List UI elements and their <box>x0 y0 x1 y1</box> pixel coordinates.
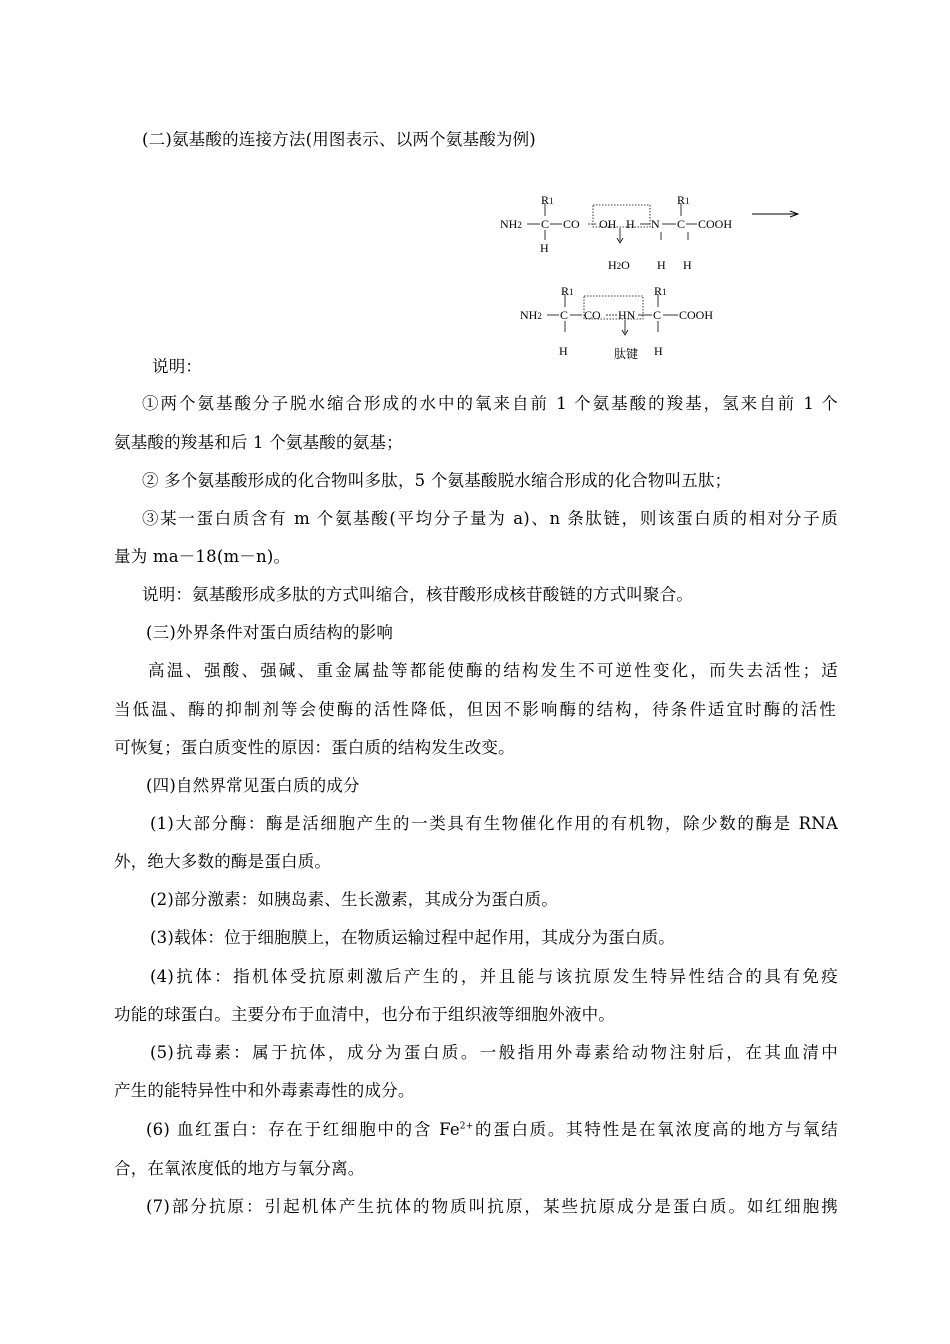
alpha-carbon-1: C <box>541 217 550 231</box>
point-3-line-2: 量为 ma－18(m－n)。 <box>114 547 291 566</box>
item-4-line-2: 功能的球蛋白。主要分布于血清中，也分布于组织液等细胞外液中。 <box>114 1005 615 1024</box>
dipeptide-hn: HN <box>618 308 636 322</box>
alpha-h-1: H <box>540 241 549 255</box>
item-5-line-2: 产生的能特异性中和外毒素毒性的成分。 <box>114 1081 415 1100</box>
dipeptide-r-group-1: R1 <box>561 284 574 298</box>
section-heading-3: (三)外界条件对蛋白质结构的影响 <box>146 623 394 642</box>
water-label: H2O <box>608 258 630 272</box>
item-4-line-1: (4)抗体：指机体受抗原刺激后产生的，并且能与该抗原发生特异性结合的具有免疫 <box>150 967 838 986</box>
alpha-h-2: H <box>683 258 692 272</box>
item-6-line-2: 合，在氧浓度低的地方与氧分离。 <box>114 1159 365 1178</box>
item-6-line-1: (6) 血红蛋白：存在于红细胞中的含 $Fe^{2+}$的蛋白质。其特性是在氧浓度高的地方与氧结 <box>146 1120 838 1139</box>
dipeptide-h-1: H <box>559 344 568 358</box>
section-heading-4: (四)自然界常见蛋白质的成分 <box>146 776 360 795</box>
dipeptide-h-2: H <box>654 344 663 358</box>
amino-h-2: H <box>626 217 635 231</box>
carbonyl-1: CO <box>563 217 580 231</box>
point-2: ② 多个氨基酸形成的化合物叫多肽，5 个氨基酸脱水缩合形成的化合物叫五肽； <box>142 471 732 490</box>
nitrogen-2: N <box>651 217 660 231</box>
item-3: (3)载体：位于细胞膜上，在物质运输过程中起作用，其成分为蛋白质。 <box>150 928 675 947</box>
note-2: 说明：氨基酸形成多肽的方式叫缩合，核苷酸形成核苷酸链的方式叫聚合。 <box>142 585 694 604</box>
superscript-charge: 2+ <box>459 1121 474 1132</box>
alpha-carbon-2: C <box>677 217 686 231</box>
point-1-line-1: ①两个氨基酸分子脱水缩合形成的水中的氧来自前 1 个氨基酸的羧基，氢来自前 1 个 <box>142 394 838 413</box>
amino-h-3: H <box>657 258 666 272</box>
peptide-bond-label: 肽键 <box>614 347 639 361</box>
dipeptide-carbon-2: C <box>653 308 662 322</box>
amino-group-1: NH2 <box>500 217 522 231</box>
paragraph-4-line-3: 可恢复；蛋白质变性的原因：蛋白质的结构发生改变。 <box>114 738 515 757</box>
paragraph-4-line-2: 当低温、酶的抑制剂等会使酶的活性降低，但因不影响酶的结构，待条件适宜时酶的活性 <box>114 700 836 719</box>
note-label: 说明： <box>152 357 203 376</box>
dipeptide-carboxyl: COOH <box>679 308 714 322</box>
dipeptide-amino-group: NH2 <box>520 308 542 322</box>
dipeptide-r-group-2: R1 <box>654 284 667 298</box>
hydroxyl-1: OH <box>599 217 617 231</box>
r-group-1: R1 <box>541 193 554 207</box>
point-1-line-2: 氨基酸的羧基和后 1 个氨基酸的氨基； <box>114 433 403 452</box>
item-1-line-1: (1)大部分酶：酶是活细胞产生的一类具有生物催化作用的有机物，除少数的酶是 RNA <box>150 814 838 833</box>
paragraph-4-line-1: 高温、强酸、强碱、重金属盐等都能使酶的结构发生不可逆性变化，而失去活性；适 <box>148 661 838 680</box>
item-5-line-1: (5)抗毒素：属于抗体，成分为蛋白质。一般指用外毒素给动物注射后，在其血清中 <box>150 1043 838 1062</box>
item-7-line-1: (7)部分抗原：引起机体产生抗体的物质叫抗原，某些抗原成分是蛋白质。如红细胞携 <box>146 1197 838 1216</box>
r-group-2: R1 <box>677 193 690 207</box>
dipeptide-carbonyl: CO <box>584 308 601 322</box>
item-2: (2)部分激素：如胰岛素、生长激素，其成分为蛋白质。 <box>150 890 559 909</box>
point-3-line-1: ③某一蛋白质含有 m 个氨基酸(平均分子量为 a)、n 条肽链，则该蛋白质的相对分子质 <box>142 509 838 528</box>
dipeptide-carbon-1: C <box>560 308 569 322</box>
carboxyl-2: COOH <box>698 217 733 231</box>
item-1-line-2: 外，绝大多数的酶是蛋白质。 <box>114 852 332 871</box>
diagram-lines <box>0 0 950 380</box>
section-heading-2: (二)氨基酸的连接方法(用图表示、以两个氨基酸为例) <box>142 130 536 149</box>
